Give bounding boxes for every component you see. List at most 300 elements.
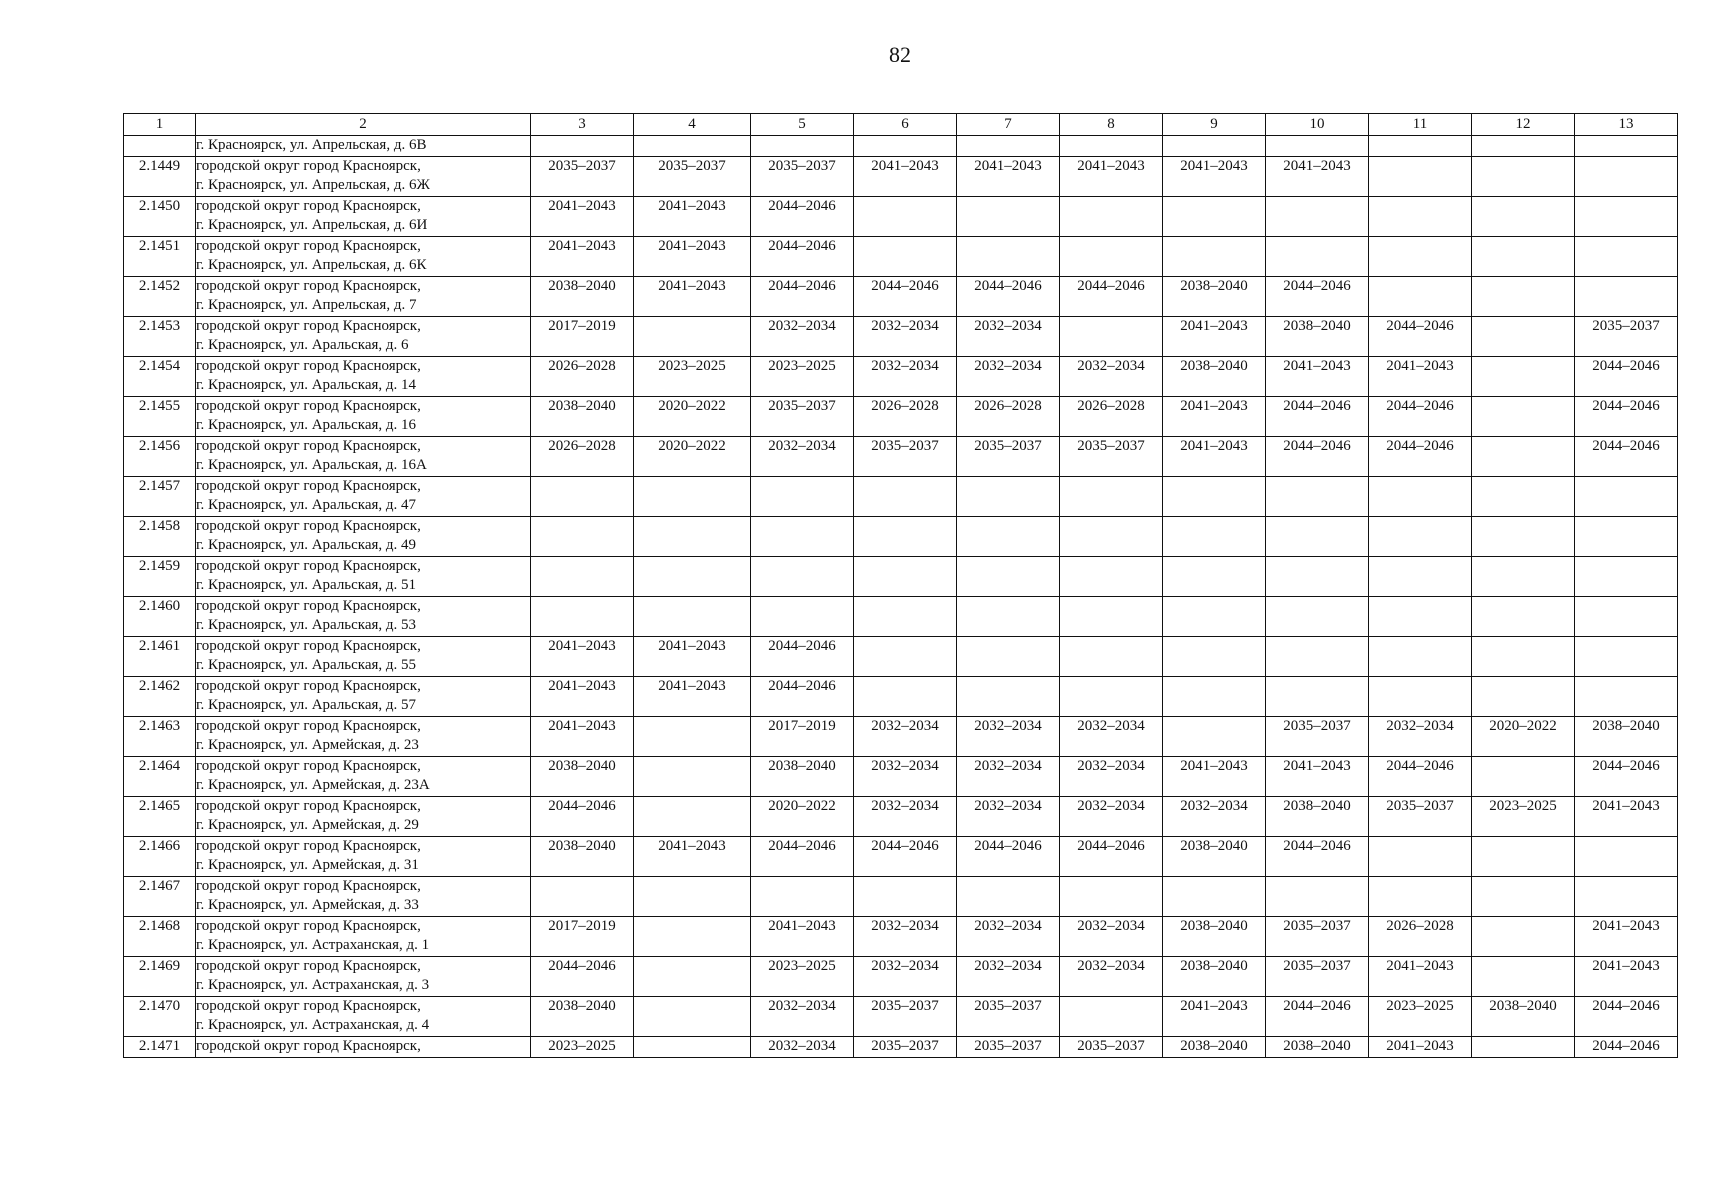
period-cell [1472,397,1575,437]
period-cell: 2041–2043 [1575,917,1678,957]
period-cell [751,517,854,557]
period-cell [854,237,957,277]
column-header: 4 [634,114,751,136]
period-cell: 2035–2037 [1060,437,1163,477]
period-cell: 2038–2040 [531,837,634,877]
period-cell: 2041–2043 [634,237,751,277]
period-cell: 2038–2040 [1472,997,1575,1037]
row-number: 2.1459 [124,557,196,597]
period-cell: 2044–2046 [751,237,854,277]
period-cell: 2032–2034 [854,357,957,397]
period-cell: 2032–2034 [957,917,1060,957]
period-cell: 2044–2046 [957,837,1060,877]
address-line-1: городской округ город Красноярск, [196,958,421,974]
period-cell: 2041–2043 [1163,397,1266,437]
period-cell: 2041–2043 [1575,957,1678,997]
period-cell [1163,877,1266,917]
table-row [124,837,1678,877]
period-cell: 2038–2040 [1266,1037,1369,1058]
period-cell [634,136,751,157]
period-cell [1163,197,1266,237]
period-cell [854,557,957,597]
period-cell: 2032–2034 [957,317,1060,357]
period-cell: 2035–2037 [854,437,957,477]
period-cell: 2032–2034 [957,757,1060,797]
address-line-2: г. Красноярск, ул. Аральская, д. 51 [196,577,417,593]
period-cell: 2044–2046 [751,197,854,237]
period-cell [1060,997,1163,1037]
table-row [124,677,1678,717]
address-line-2: г. Красноярск, ул. Армейская, д. 31 [196,857,419,873]
period-cell: 2035–2037 [957,1037,1060,1058]
period-cell [634,917,751,957]
period-cell: 2035–2037 [854,997,957,1037]
period-cell [1266,877,1369,917]
table-row [124,437,1678,477]
period-cell [957,477,1060,517]
period-cell: 2032–2034 [1060,957,1163,997]
period-cell: 2044–2046 [1575,1037,1678,1058]
period-cell [1369,557,1472,597]
period-cell: 2038–2040 [1575,717,1678,757]
address-cell [196,517,531,557]
period-cell: 2041–2043 [751,917,854,957]
period-cell [1472,597,1575,637]
period-cell [1575,877,1678,917]
period-cell: 2041–2043 [1163,757,1266,797]
period-cell [1369,157,1472,197]
period-cell [957,237,1060,277]
row-number: 2.1464 [124,757,196,797]
row-number: 2.1455 [124,397,196,437]
address-line-1: городской округ город Красноярск, [196,598,421,614]
address-line-2: г. Красноярск, ул. Аральская, д. 6 [196,337,409,353]
address-cell [196,237,531,277]
row-number: 2.1469 [124,957,196,997]
period-cell: 2044–2046 [1369,317,1472,357]
period-cell [957,597,1060,637]
address-line-2: г. Красноярск, ул. Апрельская, д. 7 [196,297,417,313]
address-cell [196,437,531,477]
address-line-1: городской округ город Красноярск, [196,998,421,1014]
address-cell [196,877,531,917]
period-cell: 2041–2043 [1163,317,1266,357]
period-cell [1369,677,1472,717]
address-line-1: городской округ город Красноярск, [196,518,421,534]
period-cell [1163,637,1266,677]
period-cell [1472,1037,1575,1058]
period-cell: 2041–2043 [531,197,634,237]
address-line-2: г. Красноярск, ул. Аральская, д. 57 [196,697,417,713]
period-cell [634,317,751,357]
table-row [124,277,1678,317]
period-cell: 2041–2043 [1163,437,1266,477]
period-cell: 2041–2043 [531,637,634,677]
period-cell: 2041–2043 [1369,1037,1472,1058]
row-number: 2.1467 [124,877,196,917]
period-cell [1472,317,1575,357]
period-cell [1060,557,1163,597]
period-cell: 2032–2034 [1369,717,1472,757]
period-cell: 2044–2046 [751,277,854,317]
period-cell [1472,517,1575,557]
period-cell: 2038–2040 [1163,917,1266,957]
table-row [124,997,1678,1037]
period-cell: 2035–2037 [531,157,634,197]
period-cell [531,557,634,597]
row-number: 2.1471 [124,1037,196,1058]
period-cell [1575,517,1678,557]
table-row [124,877,1678,917]
period-cell [1266,136,1369,157]
period-cell [634,957,751,997]
period-cell [1575,477,1678,517]
period-cell [1575,677,1678,717]
period-cell: 2035–2037 [957,997,1060,1037]
period-cell [1163,677,1266,717]
period-cell: 2035–2037 [751,397,854,437]
address-line-2: г. Красноярск, ул. Армейская, д. 33 [196,897,419,913]
address-line-2: г. Красноярск, ул. Аральская, д. 53 [196,617,417,633]
address-line-2: г. Красноярск, ул. Армейская, д. 29 [196,817,419,833]
period-cell [1575,837,1678,877]
period-cell: 2038–2040 [751,757,854,797]
period-cell: 2038–2040 [531,397,634,437]
row-number: 2.1470 [124,997,196,1037]
address-cell: г. Красноярск, ул. Апрельская, д. 6В [196,136,531,157]
period-cell [1060,237,1163,277]
column-header: 13 [1575,114,1678,136]
period-cell: 2044–2046 [1575,397,1678,437]
period-cell [1472,757,1575,797]
period-cell: 2026–2028 [531,357,634,397]
address-line-1: городской округ город Красноярск, [196,438,421,454]
column-header: 2 [196,114,531,136]
row-number: 2.1462 [124,677,196,717]
period-cell: 2041–2043 [1060,157,1163,197]
period-cell: 2044–2046 [1369,757,1472,797]
registry-table [123,113,1678,1058]
period-cell: 2044–2046 [1575,357,1678,397]
row-number: 2.1454 [124,357,196,397]
period-cell: 2038–2040 [531,997,634,1037]
period-cell: 2041–2043 [531,717,634,757]
period-cell [1472,637,1575,677]
period-cell: 2041–2043 [1266,357,1369,397]
address-line-1: городской округ город Красноярск, [196,358,421,374]
column-header: 6 [854,114,957,136]
period-cell: 2038–2040 [531,757,634,797]
address-line-1: городской округ город Красноярск, [196,638,421,654]
period-cell: 2035–2037 [957,437,1060,477]
address-line-2: г. Красноярск, ул. Аральская, д. 16 [196,417,417,433]
period-cell [531,477,634,517]
period-cell: 2044–2046 [854,277,957,317]
column-header: 12 [1472,114,1575,136]
period-cell [634,877,751,917]
period-cell [957,557,1060,597]
address-line-2: г. Красноярск, ул. Аральская, д. 55 [196,657,417,673]
row-number: 2.1460 [124,597,196,637]
table-row [124,597,1678,637]
address-line-2: г. Красноярск, ул. Апрельская, д. 6Ж [196,177,430,193]
period-cell [1472,157,1575,197]
period-cell: 2038–2040 [1163,957,1266,997]
period-cell [1472,877,1575,917]
period-cell [634,557,751,597]
period-cell [957,677,1060,717]
period-cell: 2041–2043 [531,237,634,277]
period-cell [854,517,957,557]
period-cell: 2032–2034 [751,317,854,357]
address-cell [196,917,531,957]
period-cell [1575,557,1678,597]
address-line-1: городской округ город Красноярск, [196,318,421,334]
period-cell: 2017–2019 [751,717,854,757]
period-cell [854,197,957,237]
table-row [124,517,1678,557]
period-cell: 2032–2034 [1060,357,1163,397]
period-cell [957,877,1060,917]
period-cell [1266,637,1369,677]
period-cell: 2044–2046 [1266,437,1369,477]
row-number: 2.1458 [124,517,196,557]
row-number: 2.1453 [124,317,196,357]
period-cell [1575,157,1678,197]
period-cell [634,997,751,1037]
address-line-1: городской округ город Красноярск, [196,558,421,574]
address-line-1: городской округ город Красноярск, [196,158,421,174]
row-number: 2.1468 [124,917,196,957]
row-number: 2.1451 [124,237,196,277]
row-number: 2.1461 [124,637,196,677]
page-number: 82 [889,42,911,67]
period-cell: 2041–2043 [1163,997,1266,1037]
period-cell: 2041–2043 [634,837,751,877]
address-cell [196,197,531,237]
period-cell: 2020–2022 [1472,717,1575,757]
period-cell: 2035–2037 [1060,1037,1163,1058]
period-cell: 2038–2040 [1266,317,1369,357]
period-cell [1369,277,1472,317]
period-cell [1472,277,1575,317]
period-cell [1060,317,1163,357]
period-cell: 2044–2046 [1575,757,1678,797]
period-cell [1575,277,1678,317]
address-cell [196,997,531,1037]
period-cell: 2038–2040 [1163,357,1266,397]
period-cell: 2038–2040 [1163,837,1266,877]
period-cell [1060,677,1163,717]
column-header: 8 [1060,114,1163,136]
period-cell: 2026–2028 [1369,917,1472,957]
period-cell [1472,917,1575,957]
address-cell [196,397,531,437]
period-cell [634,1037,751,1058]
address-line-2: г. Красноярск, ул. Аральская, д. 47 [196,497,417,513]
period-cell: 2032–2034 [854,757,957,797]
table-row [124,717,1678,757]
address-cell [196,717,531,757]
period-cell: 2041–2043 [634,197,751,237]
period-cell [1163,597,1266,637]
period-cell: 2044–2046 [1575,997,1678,1037]
table-row [124,317,1678,357]
period-cell [1472,557,1575,597]
address-line-2: г. Красноярск, ул. Астраханская, д. 4 [196,1017,430,1033]
period-cell [1575,637,1678,677]
period-cell: 2044–2046 [1266,837,1369,877]
period-cell [854,597,957,637]
period-cell [1575,597,1678,637]
period-cell: 2035–2037 [1369,797,1472,837]
period-cell [751,597,854,637]
period-cell: 2032–2034 [854,917,957,957]
period-cell: 2044–2046 [531,797,634,837]
period-cell [1472,477,1575,517]
address-line-2: г. Красноярск, ул. Аральская, д. 16А [196,457,427,473]
table-row [124,957,1678,997]
period-cell: 2032–2034 [1060,797,1163,837]
period-cell [1266,197,1369,237]
period-cell [531,136,634,157]
period-cell [957,517,1060,557]
period-cell: 2044–2046 [751,677,854,717]
period-cell: 2032–2034 [1060,757,1163,797]
column-header: 10 [1266,114,1369,136]
period-cell: 2044–2046 [531,957,634,997]
period-cell [1060,136,1163,157]
period-cell: 2023–2025 [751,957,854,997]
period-cell [957,136,1060,157]
address-cell [196,357,531,397]
row-number: 2.1466 [124,837,196,877]
address-line-1: городской округ город Красноярск, [196,758,421,774]
row-number [124,136,196,157]
period-cell [751,477,854,517]
period-cell [957,197,1060,237]
header-row [124,114,1678,136]
address-line-2: г. Красноярск, ул. Армейская, д. 23А [196,777,430,793]
address-line-2: г. Красноярск, ул. Аральская, д. 49 [196,537,417,553]
period-cell [1575,237,1678,277]
period-cell [1472,237,1575,277]
period-cell [1266,477,1369,517]
period-cell [1369,517,1472,557]
period-cell [1163,136,1266,157]
continued-row [124,136,1678,157]
period-cell: 2017–2019 [531,917,634,957]
table-row [124,917,1678,957]
period-cell: 2041–2043 [634,637,751,677]
row-number: 2.1465 [124,797,196,837]
period-cell: 2032–2034 [854,317,957,357]
period-cell: 2032–2034 [1060,917,1163,957]
period-cell: 2020–2022 [751,797,854,837]
period-cell [751,557,854,597]
period-cell [1369,597,1472,637]
period-cell: 2035–2037 [1266,957,1369,997]
table-row [124,797,1678,837]
period-cell [854,677,957,717]
period-cell [1060,517,1163,557]
address-line-1: городской округ город Красноярск, [196,198,421,214]
period-cell: 2038–2040 [1266,797,1369,837]
table-row [124,197,1678,237]
period-cell [1369,477,1472,517]
row-number: 2.1450 [124,197,196,237]
table-row [124,477,1678,517]
period-cell [1472,357,1575,397]
period-cell: 2035–2037 [1575,317,1678,357]
period-cell [634,517,751,557]
period-cell: 2044–2046 [957,277,1060,317]
row-number: 2.1456 [124,437,196,477]
address-cell [196,637,531,677]
column-header: 9 [1163,114,1266,136]
period-cell [634,757,751,797]
period-cell: 2032–2034 [1060,717,1163,757]
table-row [124,757,1678,797]
period-cell [1369,877,1472,917]
period-cell: 2041–2043 [1575,797,1678,837]
period-cell [1472,837,1575,877]
period-cell [1266,517,1369,557]
address-cell [196,157,531,197]
period-cell [1060,477,1163,517]
address-cell [196,677,531,717]
address-line-1: городской округ город Красноярск, [196,678,421,694]
address-line-2: г. Красноярск, ул. Астраханская, д. 3 [196,977,430,993]
address-cell [196,477,531,517]
period-cell [854,136,957,157]
period-cell: 2032–2034 [854,957,957,997]
period-cell: 2032–2034 [751,997,854,1037]
row-number: 2.1457 [124,477,196,517]
address-line-2: г. Красноярск, ул. Апрельская, д. 6И [196,217,428,233]
period-cell: 2026–2028 [531,437,634,477]
period-cell: 2044–2046 [1266,397,1369,437]
period-cell [854,477,957,517]
period-cell [1472,677,1575,717]
period-cell: 2041–2043 [1163,157,1266,197]
period-cell [854,877,957,917]
period-cell [1060,877,1163,917]
period-cell: 2035–2037 [1266,717,1369,757]
period-cell: 2032–2034 [957,957,1060,997]
address-cell [196,957,531,997]
address-cell [196,797,531,837]
period-cell [1266,677,1369,717]
address-line-1: городской округ город Красноярск, [196,238,421,254]
column-header: 11 [1369,114,1472,136]
period-cell: 2026–2028 [957,397,1060,437]
period-cell: 2026–2028 [854,397,957,437]
period-cell: 2032–2034 [957,357,1060,397]
period-cell [1575,197,1678,237]
period-cell [1369,197,1472,237]
address-cell [196,277,531,317]
period-cell [1369,837,1472,877]
period-cell: 2041–2043 [1266,157,1369,197]
column-header: 5 [751,114,854,136]
period-cell: 2035–2037 [854,1037,957,1058]
period-cell [751,877,854,917]
period-cell [1472,136,1575,157]
period-cell [1266,237,1369,277]
address-cell [196,317,531,357]
period-cell: 2044–2046 [1060,837,1163,877]
